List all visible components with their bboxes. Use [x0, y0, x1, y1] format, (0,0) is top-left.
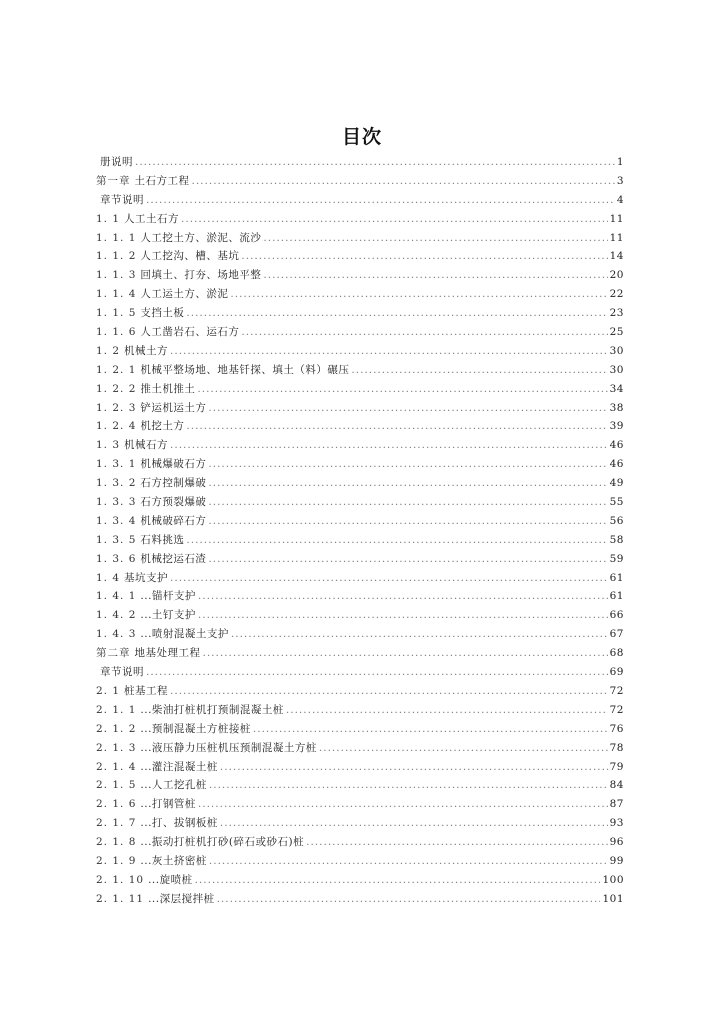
toc-dot-leader	[351, 361, 607, 380]
toc-entry-page: 4	[616, 193, 624, 206]
toc-entry-title: 石料挑选	[140, 533, 185, 546]
toc-entry-number: 1. 3. 5	[96, 533, 137, 546]
toc-entry	[96, 380, 624, 399]
toc-entry	[96, 531, 624, 550]
toc-dot-leader	[170, 436, 608, 455]
toc-dot-leader	[208, 512, 607, 531]
toc-entry-number: 1. 2. 3	[96, 401, 137, 414]
toc-entry-title: 土石方工程	[134, 174, 190, 187]
toc-dot-leader	[170, 342, 608, 361]
toc-entry-page: 56	[609, 514, 624, 527]
toc-entry-title: 铲运机运土方	[140, 401, 207, 414]
toc-entry-title: ...土钉支护	[140, 609, 196, 622]
toc-entry-number: 2. 1. 3	[96, 741, 137, 754]
toc-entry-page: 3	[616, 174, 624, 187]
toc-entry-number: 2. 1. 2	[96, 722, 137, 735]
toc-entry-page: 46	[609, 458, 624, 471]
toc-dot-leader	[253, 720, 608, 739]
toc-dot-leader	[241, 323, 607, 342]
toc-entry-number: 2. 1. 7	[96, 817, 137, 830]
toc-entry-title: 推土机推土	[140, 382, 196, 395]
toc-dot-leader	[197, 380, 607, 399]
toc-entry	[96, 739, 624, 758]
toc-dot-leader	[208, 474, 607, 493]
toc-entry	[96, 266, 624, 285]
toc-entry-title: 桩基工程	[124, 684, 169, 697]
toc-dot-leader	[170, 569, 608, 588]
toc-entry-page: 30	[609, 363, 624, 376]
toc-entry-page: 30	[609, 344, 624, 357]
toc-entry-title: 石方预裂爆破	[140, 496, 207, 509]
toc-entry-title: ...打、拔钢板桩	[140, 817, 218, 830]
toc-entry-title: 机械石方	[124, 439, 169, 452]
toc-entry-page: 61	[609, 571, 624, 584]
toc-entry-number: 1. 3. 2	[96, 477, 137, 490]
toc-entry-number: 1. 1. 2	[96, 250, 137, 263]
toc-entry	[96, 399, 624, 418]
toc-dot-leader	[263, 229, 607, 248]
toc-entry	[96, 285, 624, 304]
toc-entry-page: 14	[609, 250, 624, 263]
toc-entry-page: 100	[602, 873, 624, 886]
toc-entry	[96, 417, 624, 436]
toc-entry-title: ...旋喷桩	[148, 873, 193, 886]
toc-entry-number: 1. 1. 1	[96, 231, 137, 244]
toc-entry	[96, 871, 624, 890]
toc-entry	[96, 455, 624, 474]
toc-entry	[96, 701, 624, 720]
toc-entry-number: 2. 1. 5	[96, 779, 137, 792]
toc-entry-title: ...灌注混凝土桩	[140, 760, 218, 773]
toc-entry	[96, 606, 624, 625]
toc-entry-number: 2. 1	[96, 684, 121, 697]
toc-dot-leader	[319, 739, 608, 758]
toc-entry-number: 第一章	[96, 174, 131, 187]
toc-entry-number: 1. 3	[96, 439, 121, 452]
toc-entry-number: 1. 1	[96, 212, 121, 225]
toc-entry	[96, 172, 624, 191]
toc-entry	[96, 644, 624, 663]
toc-entry-page: 72	[609, 684, 624, 697]
toc-entry	[96, 625, 624, 644]
toc-entry	[96, 569, 624, 588]
toc-entry-title: 机械破碎石方	[140, 514, 207, 527]
toc-entry-title: ...预制混凝土方桩接桩	[140, 722, 251, 735]
toc-entry-page: 49	[609, 477, 624, 490]
toc-dot-leader	[217, 890, 601, 909]
toc-entry-title: 机械挖运石渣	[140, 552, 207, 565]
toc-entry-title: 机挖土方	[140, 420, 185, 433]
toc-entry	[96, 663, 624, 682]
toc-entry-page: 22	[609, 288, 624, 301]
toc-dot-leader	[231, 625, 608, 644]
toc-entry	[96, 342, 624, 361]
toc-dot-leader	[192, 172, 615, 191]
toc-entry-number: 1. 3. 6	[96, 552, 137, 565]
toc-entry-title: ...人工挖孔桩	[140, 779, 207, 792]
toc-entry-number: 1. 3. 4	[96, 514, 137, 527]
toc-entry-title: 人工土石方	[124, 212, 180, 225]
toc-entry-page: 66	[609, 609, 624, 622]
toc-entry-page: 78	[609, 741, 624, 754]
toc-entry-page: 11	[609, 231, 624, 244]
toc-entry-page: 20	[609, 269, 624, 282]
toc-dot-leader	[186, 531, 607, 550]
toc-entry-title: 支挡土板	[140, 307, 185, 320]
toc-entry-page: 39	[609, 420, 624, 433]
toc-dot-leader	[198, 587, 608, 606]
toc-entry-page: 67	[609, 628, 624, 641]
toc-entry-number: 2. 1. 4	[96, 760, 137, 773]
toc-entry-title: 册说明	[100, 156, 133, 168]
toc-dot-leader	[198, 606, 608, 625]
toc-dot-leader	[220, 814, 608, 833]
toc-dot-leader	[209, 852, 608, 871]
toc-entry-title: 人工挖土方、淤泥、流沙	[140, 231, 262, 244]
toc-entry-title: ...灰土挤密桩	[140, 854, 207, 867]
toc-entry-number: 1. 2. 1	[96, 363, 137, 376]
page-title: 目次	[341, 126, 382, 148]
toc-entry-title: ...液压静力压桩机压预制混凝土方桩	[140, 741, 317, 754]
toc-dot-leader	[170, 682, 608, 701]
toc-entry	[96, 587, 624, 606]
toc-entry-page: 79	[609, 760, 624, 773]
toc-entry-title: 地基处理工程	[134, 647, 201, 660]
toc-entry-number: 2. 1. 8	[96, 836, 137, 849]
toc-entry	[96, 247, 624, 266]
toc-entry-number: 2. 1. 11	[96, 892, 145, 905]
toc-entry-page: 23	[609, 307, 624, 320]
toc-dot-leader	[241, 247, 607, 266]
toc-dot-leader	[181, 210, 608, 229]
toc-entry	[96, 776, 624, 795]
toc-entry-number: 1. 1. 4	[96, 288, 137, 301]
toc-entry-title: 章节说明	[100, 666, 144, 679]
toc-entry-number: 2. 1. 9	[96, 854, 137, 867]
toc-entry	[96, 191, 624, 210]
toc-dot-leader	[208, 550, 607, 569]
toc-entry-number: 2. 1. 1	[96, 703, 137, 716]
toc-entry-number: 1. 2. 2	[96, 382, 137, 395]
toc-entry-page: 25	[609, 326, 624, 339]
toc-entry-title: 人工挖沟、槽、基坑	[140, 250, 240, 263]
toc-entry-page: 61	[609, 590, 624, 603]
toc-dot-leader	[208, 399, 607, 418]
toc-entry	[96, 229, 624, 248]
toc-entry-title: ...锚杆支护	[140, 590, 196, 603]
toc-entry-title: ...柴油打桩机打预制混凝土桩	[140, 703, 284, 716]
toc-entry	[96, 304, 624, 323]
toc-entry-number: 2. 1. 6	[96, 798, 137, 811]
toc-entry-page: 55	[609, 496, 624, 509]
toc-entry-title: ...喷射混凝土支护	[140, 628, 229, 641]
toc-dot-leader	[209, 776, 608, 795]
toc-dot-leader	[208, 493, 607, 512]
toc-dot-leader	[286, 701, 608, 720]
toc-entry-page: 11	[609, 212, 624, 225]
toc-entry-page: 72	[609, 703, 624, 716]
toc-entry	[96, 795, 624, 814]
toc-entry-title: 基坑支护	[124, 571, 169, 584]
toc-dot-leader	[263, 266, 607, 285]
toc-entry-page: 84	[609, 779, 624, 792]
toc-entry-title: 人工凿岩石、运石方	[140, 326, 240, 339]
toc-entry-number: 1. 1. 6	[96, 326, 137, 339]
toc-entry-title: 章节说明	[100, 193, 144, 206]
toc-entry	[96, 210, 624, 229]
toc-entry-number: 1. 3. 3	[96, 496, 137, 509]
toc-entry	[96, 852, 624, 871]
toc-entry-number: 1. 3. 1	[96, 458, 137, 471]
toc-entry-number: 1. 4. 2	[96, 609, 137, 622]
toc-entry-page: 59	[609, 552, 624, 565]
toc-entry-title: ...深层搅拌桩	[148, 892, 215, 905]
toc-entry-page: 1	[616, 156, 624, 168]
toc-entry-title: 回填土、打夯、场地平整	[140, 269, 262, 282]
toc-dot-leader	[135, 153, 615, 172]
toc-dot-leader	[208, 455, 607, 474]
toc-entry	[96, 474, 624, 493]
toc-entry	[96, 758, 624, 777]
toc-entry	[96, 890, 624, 909]
toc-entry	[96, 720, 624, 739]
toc-entry	[96, 550, 624, 569]
toc-entry	[96, 153, 624, 172]
toc-entry-page: 68	[609, 647, 624, 660]
toc-entry	[96, 323, 624, 342]
toc-entry-page: 69	[609, 666, 624, 679]
toc-entry-page: 46	[609, 439, 624, 452]
toc-entry-title: 机械爆破石方	[140, 458, 207, 471]
toc-entry-title: 石方控制爆破	[140, 477, 207, 490]
table-of-contents	[96, 153, 624, 909]
toc-entry-page: 87	[609, 798, 624, 811]
toc-entry-page: 38	[609, 401, 624, 414]
toc-dot-leader	[220, 758, 608, 777]
toc-entry-page: 93	[609, 817, 624, 830]
toc-dot-leader	[306, 833, 608, 852]
toc-entry-number: 1. 4. 1	[96, 590, 137, 603]
toc-entry-title: ...打钢管桩	[140, 798, 196, 811]
toc-dot-leader	[203, 644, 608, 663]
toc-entry-number: 1. 4	[96, 571, 121, 584]
toc-entry	[96, 814, 624, 833]
toc-entry-title: ...振动打桩机打砂(碎石或砂石)桩	[140, 836, 305, 849]
toc-entry-number: 1. 2	[96, 344, 121, 357]
toc-entry-number: 1. 1. 5	[96, 307, 137, 320]
toc-dot-leader	[146, 663, 608, 682]
toc-entry	[96, 833, 624, 852]
toc-entry-page: 99	[609, 854, 624, 867]
toc-dot-leader	[186, 304, 607, 323]
toc-entry	[96, 512, 624, 531]
toc-entry-title: 机械土方	[124, 344, 169, 357]
toc-entry-page: 34	[609, 382, 624, 395]
toc-entry-title: 人工运土方、淤泥	[140, 288, 229, 301]
toc-dot-leader	[198, 795, 608, 814]
toc-entry-title: 机械平整场地、地基钎探、填土（料）碾压	[140, 363, 350, 376]
toc-entry-page: 96	[609, 836, 624, 849]
toc-entry	[96, 682, 624, 701]
toc-dot-leader	[146, 191, 615, 210]
toc-entry-number: 2. 1. 10	[96, 873, 145, 886]
toc-entry-page: 101	[602, 892, 624, 905]
toc-entry	[96, 361, 624, 380]
toc-entry	[96, 493, 624, 512]
toc-entry-page: 76	[609, 722, 624, 735]
toc-entry-page: 58	[609, 533, 624, 546]
toc-entry-number: 1. 2. 4	[96, 420, 137, 433]
toc-entry	[96, 436, 624, 455]
toc-entry-number: 1. 4. 3	[96, 628, 137, 641]
toc-dot-leader	[195, 871, 601, 890]
toc-entry-number: 1. 1. 3	[96, 269, 137, 282]
toc-dot-leader	[230, 285, 607, 304]
toc-entry-number: 第二章	[96, 647, 131, 660]
toc-dot-leader	[186, 417, 607, 436]
